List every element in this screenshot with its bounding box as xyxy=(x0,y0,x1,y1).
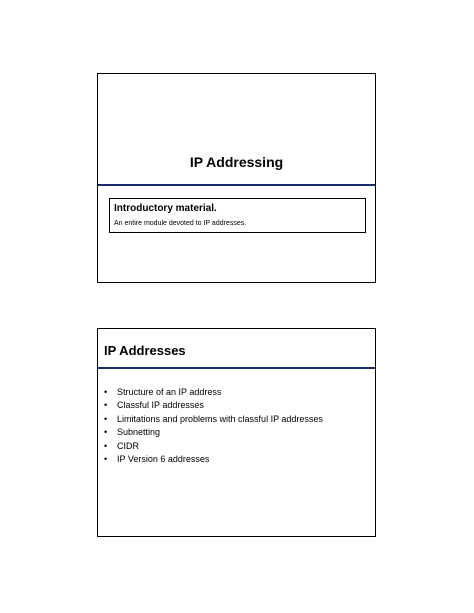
slide-1-divider xyxy=(98,184,375,186)
intro-text: An entire module devoted to IP addresses. xyxy=(114,220,247,227)
bullet-text: Structure of an IP address xyxy=(117,387,222,397)
bullet-text: CIDR xyxy=(117,440,139,451)
list-item xyxy=(104,453,323,466)
bullet-text: Classful IP addresses xyxy=(117,400,204,411)
bullet-icon: • xyxy=(104,440,108,451)
bullet-icon: • xyxy=(104,427,108,438)
list-item xyxy=(104,399,323,412)
intro-heading: Introductory material. xyxy=(114,203,217,214)
bullet-icon: • xyxy=(104,400,108,411)
bullet-text: Limitations and problems with classful IP addresses xyxy=(117,413,323,424)
bullet-icon: • xyxy=(104,387,108,397)
bullet-list xyxy=(104,386,323,466)
slide-1-title: IP Addressing xyxy=(189,154,284,170)
list-item xyxy=(104,413,323,426)
bullet-text: IP Version 6 addresses xyxy=(117,454,210,465)
slide-1 xyxy=(97,73,376,283)
slide-2 xyxy=(97,328,376,537)
list-item xyxy=(104,426,323,439)
intro-box xyxy=(109,198,366,233)
slide-2-divider xyxy=(98,367,375,369)
bullet-icon: • xyxy=(104,413,108,424)
slide-2-title: IP Addresses xyxy=(104,343,186,358)
list-item xyxy=(104,440,323,453)
bullet-text: Subnetting xyxy=(117,427,161,438)
bullet-icon: • xyxy=(104,454,108,465)
list-item xyxy=(104,386,323,399)
